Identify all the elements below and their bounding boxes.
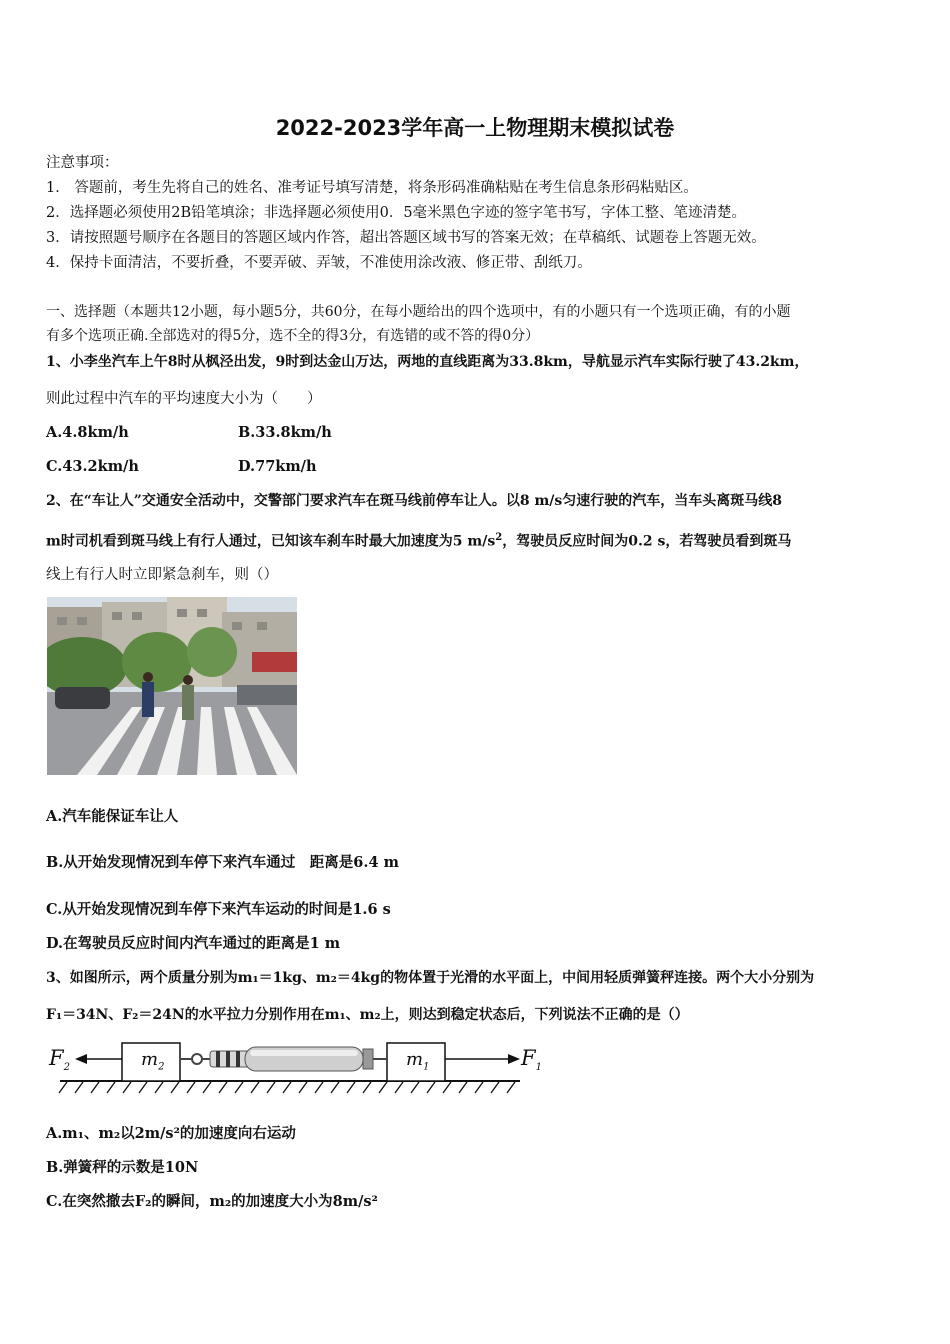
mass-m1-label: $m_1$: [406, 1049, 430, 1073]
question-1-stem-cont: 则此过程中汽车的平均速度大小为（ ）: [46, 391, 322, 407]
q1-option-d: D.77km/h: [238, 458, 317, 475]
q3-option-c: C.在突然撤去F₂的瞬间，m₂的加速度大小为8m/s²: [46, 1193, 378, 1210]
q1-option-b: B.33.8km/h: [238, 424, 332, 441]
section-heading-cont: 有多个选项正确.全部选对的得5分，选不全的得3分，有选错的或不答的得0分）: [46, 328, 540, 344]
force-f1-label: $F_1$: [521, 1046, 542, 1074]
q2-option-c: C.从开始发现情况到车停下来汽车运动的时间是1.6 s: [46, 901, 391, 918]
notice-heading: 注意事项：: [46, 155, 119, 171]
page-title: 2022-2023学年高一上物理期末模拟试卷: [275, 116, 675, 140]
q2-option-d: D.在驾驶员反应时间内汽车通过的距离是1 m: [46, 935, 341, 952]
notice-item: 3．请按照题号顺序在各题目的答题区域内作答，超出答题区域书写的答案无效；在草稿纸、试题卷上答题无效。: [46, 230, 766, 246]
q1-option-a: A.4.8km/h: [46, 424, 129, 441]
q3-option-a: A.m₁、m₂以2m/s²的加速度向右运动: [46, 1125, 296, 1142]
notice-item: 2．选择题必须使用2B铅笔填涂；非选择题必须使用0．5毫米黑色字迹的签字笔书写，字体工整、笔迹清楚。: [46, 205, 747, 221]
section-heading: 一、选择题（本题共12小题，每小题5分，共60分，在每小题给出的四个选项中，有的小题只有一个选项正确，有的小题: [46, 304, 791, 320]
q2-option-a: A.汽车能保证车让人: [46, 808, 179, 825]
q3-option-b: B.弹簧秤的示数是10N: [46, 1159, 199, 1176]
question-1-stem: 1、小李坐汽车上午8时从枫泾出发，9时到达金山万达，两地的直线距离为33.8km，导航显示汽车实际行驶了43.2km，: [46, 354, 809, 370]
notice-item: 1． 答题前，考生先将自己的姓名、准考证号填写清楚，将条形码准确粘贴在考生信息条形码粘贴区。: [46, 180, 698, 196]
q1-option-c: C.43.2km/h: [46, 458, 139, 475]
q2-option-b: B.从开始发现情况到车停下来汽车通过 距离是6.4 m: [46, 854, 399, 871]
question-2-stem-cont: m时司机看到斑马线上有行人通过，已知该车刹车时最大加速度为5 $m/s^2$，驾驶员反应时间为0.2 s，若驾驶员看到斑马: [46, 532, 792, 550]
question-2-stem-end: 线上有行人时立即紧急刹车，则（）: [46, 567, 278, 583]
question-3-stem: 3、如图所示，两个质量分别为m₁＝1kg、m₂＝4kg的物体置于光滑的水平面上，中间用轻质弹簧秤连接。两个大小分别为: [46, 970, 815, 986]
mass-m2-label: $m_2$: [141, 1049, 165, 1073]
question-3-stem-cont: F₁＝34N、F₂＝24N的水平拉力分别作用在m₁、m₂上，则达到稳定状态后，下列说法不正确的是（）: [46, 1007, 689, 1023]
crosswalk-photo: [47, 597, 297, 775]
question-2-stem: 2、在“车让人”交通安全活动中，交警部门要求汽车在斑马线前停车让人。以8 m/s匀速行驶的汽车，当车头离斑马线8: [46, 493, 783, 509]
notice-item: 4．保持卡面清洁，不要折叠，不要弄破、弄皱，不准使用涂改液、修正带、刮纸刀。: [46, 255, 592, 271]
spring-scale-diagram: [45, 1038, 545, 1098]
force-f2-label: $F_2$: [49, 1046, 70, 1074]
